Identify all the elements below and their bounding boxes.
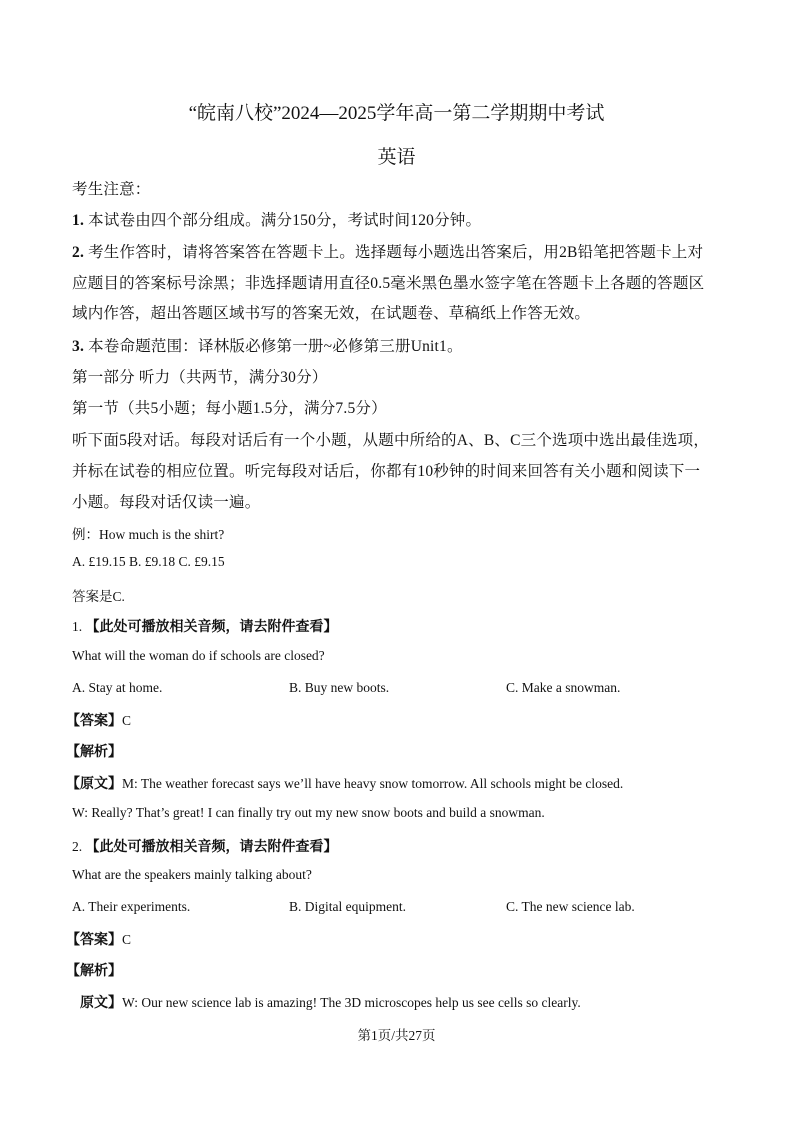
q2-answer-value: C [122, 932, 132, 947]
q2-option-b: B. Digital equipment. [289, 899, 406, 914]
notice-item-3-text: 本卷命题范围：译林版必修第一册~必修第三册Unit1。 [88, 338, 463, 355]
q1-script-line-2: W: Really? That’s great! I can finally try out my new snow boots and build a snowman. [72, 805, 545, 820]
q2-analysis-label: 【解析】 [66, 964, 122, 979]
q1-option-a: A. Stay at home. [72, 680, 163, 695]
q2-option-a: A. Their experiments. [72, 899, 191, 914]
page-footer: 第1页/共27页 [357, 1028, 436, 1043]
q2-script-line-1 [80, 992, 581, 1012]
notice-item-2-line-3: 域内作答，超出答题区域书写的答案无效，在试题卷、草稿纸上作答无效。 [72, 305, 591, 322]
instructions-line-2: 并标在试卷的相应位置。听完每段对话后，你都有10秒钟的时间来回答有关小题和阅读下一 [72, 463, 701, 480]
q1-analysis-tag [66, 741, 122, 761]
q2-answer-tag: 【答案】 [66, 933, 122, 948]
example-answer: 答案是C. [72, 589, 125, 604]
q1-answer-tag: 【答案】 [66, 714, 122, 729]
notice-item-2-line-2: 应题目的答案标号涂黑；非选择题请用直径0.5毫米黑色墨水签字笔在答题卡上各题的答题区 [72, 275, 705, 292]
notice-item-1-num: 1. [72, 212, 85, 229]
example-question: 例：How much is the shirt? [72, 527, 225, 542]
q2-option-c: C. The new science lab. [506, 899, 635, 914]
q1-question: What will the woman do if schools are closed? [72, 648, 325, 663]
q1-script-line-1 [66, 773, 623, 793]
q1-answer [66, 710, 131, 730]
q1-option-c: C. Make a snowman. [506, 680, 621, 695]
notice-item-2-text-1: 考生作答时，请将答案答在答题卡上。选择题每小题选出答案后，用2B铅笔把答题卡上对 [88, 244, 704, 261]
instructions-line-1: 听下面5段对话。每段对话后有一个小题，从题中所给的A、B、C三个选项中选出最佳选项， [72, 432, 710, 449]
part-1-heading: 第一部分 听力（共两节，满分30分） [72, 369, 328, 386]
subject-title: 英语 [377, 147, 416, 168]
q1-number: 1. [72, 619, 83, 634]
example-options: A. £19.15 B. £9.18 C. £9.15 [72, 554, 225, 569]
document-title: “皖南八校”2024—2025学年高一第二学期期中考试 [188, 103, 605, 124]
instructions-line-3: 小题。每段对话仅读一遍。 [72, 494, 261, 511]
q1-script-text-1: M: The weather forecast says we’ll have heavy snow tomorrow. All schools might be closed. [122, 776, 624, 791]
q1-script-tag: 【原文】 [66, 777, 122, 792]
notice-item-2-num: 2. [72, 244, 85, 261]
notice-item-2-line-1 [72, 240, 703, 262]
q1-answer-value: C [122, 713, 132, 728]
q2-answer [66, 929, 131, 949]
q2-script-tag: 原文】 [80, 996, 122, 1011]
q1-option-b: B. Buy new boots. [289, 680, 390, 695]
notice-item-1-text: 本试卷由四个部分组成。满分150分，考试时间120分钟。 [88, 212, 482, 229]
notice-item-1 [72, 208, 481, 230]
q1-analysis-label: 【解析】 [66, 745, 122, 760]
q2-analysis-tag [66, 960, 122, 980]
section-1-heading: 第一节（共5小题；每小题1.5分，满分7.5分） [72, 400, 387, 417]
q1-audio-link[interactable]: 【此处可播放相关音频，请去附件查看】 [85, 620, 338, 635]
notice-heading: 考生注意： [72, 181, 151, 198]
q2-audio-line [72, 836, 338, 856]
q2-question: What are the speakers mainly talking about? [72, 867, 312, 882]
q2-number: 2. [72, 839, 83, 854]
q2-audio-link[interactable]: 【此处可播放相关音频，请去附件查看】 [85, 840, 338, 855]
q1-audio-line [72, 616, 338, 636]
notice-item-3 [72, 334, 463, 356]
notice-item-3-num: 3. [72, 338, 85, 355]
q2-script-text-1: W: Our new science lab is amazing! The 3D microscopes help us see cells so clearly. [122, 995, 581, 1010]
